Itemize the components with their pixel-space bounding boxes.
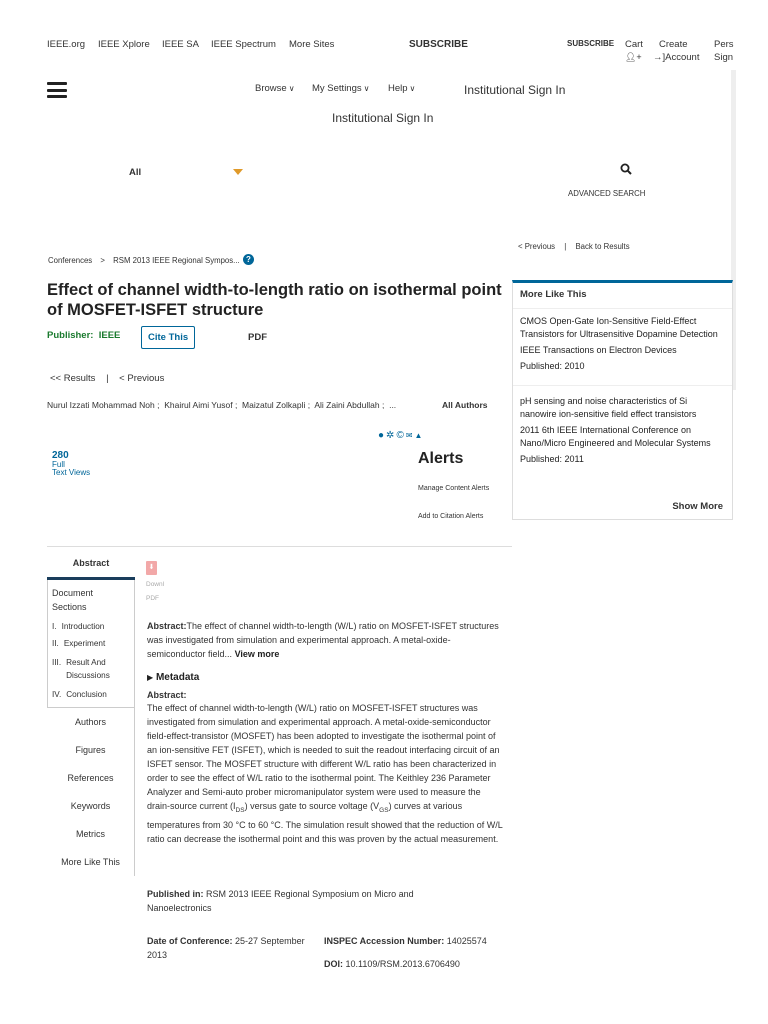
search-scope-select[interactable]: All [129, 167, 142, 178]
author-link[interactable]: Nurul Izzati Mohammad Noh [47, 400, 155, 410]
pdf-file-icon: ⬇ [146, 561, 157, 575]
doi-link[interactable]: 10.1109/RSM.2013.6706490 [345, 959, 460, 969]
back-to-results-link[interactable]: Back to Results [575, 242, 630, 251]
results-link[interactable]: << Results [50, 373, 96, 384]
keywords-nav-link[interactable]: Keywords [70, 801, 111, 811]
alerts-heading: Alerts [418, 450, 464, 467]
help-menu[interactable]: Help ∨ [388, 83, 416, 94]
more-sites-link[interactable]: More Sites [289, 39, 335, 50]
author-link[interactable]: Khairul Aimi Yusof [164, 400, 233, 410]
more-like-this-header: More Like This [513, 283, 732, 309]
document-sections-heading: Document Sections [52, 588, 94, 612]
published-in: Published in: RSM 2013 IEEE Regional Symposium on Micro and Nanoelectronics [147, 889, 414, 913]
article-title: Effect of channel width-to-length ratio on isothermal point of MOSFET-ISFET structure [47, 281, 502, 319]
related-article-title[interactable]: CMOS Open-Gate Ion-Sensitive Field-Effect Transistors for Ultrasensitive Dopamine Detection [520, 316, 718, 339]
ieee-xplore-link[interactable]: IEEE Xplore [98, 39, 150, 50]
section-link-experiment[interactable]: II. Experiment [52, 639, 106, 648]
breadcrumb: Conferences > RSM 2013 IEEE Regional Sympos... [48, 256, 240, 265]
metrics-nav-link[interactable]: Metrics [76, 829, 105, 839]
abstract-summary: Abstract:The effect of channel width-to-length (W/L) ratio on MOSFET-ISFET structures was investigated from simulation and experimental approach. A metal-oxide-semiconductor field... View more [147, 621, 499, 659]
chevron-down-icon: ∨ [363, 84, 370, 93]
subscribe-small-link[interactable]: SUBSCRIBE [567, 39, 615, 48]
top-bar [47, 39, 768, 69]
institutional-sign-in-link-2[interactable]: Institutional Sign In [332, 111, 434, 125]
my-settings-menu[interactable]: My Settings ∨ [312, 83, 370, 94]
author-list: Nurul Izzati Mohammad Noh ; Khairul Aimi Yusof ; Maizatul Zolkapli ; Ali Zaini Abdullah ; ... [47, 400, 397, 410]
previous-result-link[interactable]: < Previous [518, 242, 556, 251]
related-article-venue: IEEE Transactions on Electron Devices [520, 345, 677, 355]
metric-count: 280 [52, 450, 69, 461]
ieee-sa-link[interactable]: IEEE SA [162, 39, 199, 50]
search-button[interactable] [620, 163, 632, 178]
more-like-this-nav-link[interactable]: More Like This [61, 857, 120, 867]
help-icon[interactable]: ? [243, 254, 254, 265]
breadcrumb-conferences[interactable]: Conferences [48, 256, 93, 265]
hamburger-menu-icon[interactable] [47, 82, 67, 98]
all-authors-link[interactable]: All Authors [442, 400, 488, 410]
download-pdf-button[interactable]: ⬇ Downl PDF [146, 561, 164, 602]
abstract-label: Abstract: [147, 690, 187, 700]
share-icon[interactable]: ✲ [386, 430, 395, 441]
pdf-link[interactable]: PDF [248, 332, 267, 343]
document-nav [47, 551, 135, 876]
action-icons [378, 430, 422, 441]
sign-in-link[interactable]: Sign [714, 52, 734, 63]
email-icon[interactable]: ✉ [405, 431, 413, 440]
result-navigation: < Previous | Back to Results [518, 242, 630, 251]
sign-in-arrow-icon: →] [653, 52, 666, 63]
view-more-link[interactable]: View more [234, 649, 280, 659]
abstract-full-text: The effect of channel width-to-length (W/L) ratio on MOSFET-ISFET structures was investigated from simulation and experimental approach. A metal-oxide-semiconductor field-effect-transistor (MOSFET) has been adopted to investigate the isothermal point of an ion-sensitive FET (ISFET), which is needed to suit the readout interfacing circuit of an ISFET sensor. The MOSFET structure with different W/L ratio has been characterized in order to see the effect of W/L ratio to the isothermal point. The Keithley 236 Parameter Analyzer and Semi-auto prober micromanipulator system were used to measure the drain-source current $(I_{DS})$ versus gate to source voltage $(V_{GS})$ curves at various temperatures from 30 °C to 60 °C. The simulation result showed that the reduction of W/L ratio can decrease the isothermal point and this was proven by the actual measurement. [147, 703, 503, 844]
add-citation-alerts-link[interactable]: Add to Citation Alerts [418, 513, 484, 520]
chevron-down-icon: ∨ [409, 84, 416, 93]
alert-toggle-icon[interactable]: ● [378, 430, 385, 441]
publisher-name: IEEE [98, 330, 121, 341]
ieee-spectrum-link[interactable]: IEEE Spectrum [211, 39, 276, 50]
institutional-sign-in-link[interactable]: Institutional Sign In [464, 83, 566, 97]
copyright-icon[interactable]: © [396, 430, 404, 441]
caret-right-icon: ▶ [147, 673, 154, 682]
advanced-search-link[interactable]: ADVANCED SEARCH [568, 189, 646, 198]
results-navigation: << Results | < Previous [50, 373, 165, 384]
personal-link[interactable]: Pers [714, 39, 734, 50]
more-like-this-panel [512, 280, 733, 520]
publisher: Publisher: IEEE [47, 330, 121, 341]
chevron-down-icon: ∨ [288, 84, 295, 93]
divider [47, 546, 512, 547]
related-article-title[interactable]: pH sensing and noise characteristics of Si nanowire ion-sensitive field effect transistors [520, 396, 697, 419]
create-link[interactable]: Create [659, 39, 688, 50]
manage-content-alerts-link[interactable]: Manage Content Alerts [418, 485, 490, 492]
dropdown-arrow-icon[interactable] [233, 169, 243, 175]
ieee-org-link[interactable]: IEEE.org [47, 39, 86, 50]
add-user-icon[interactable]: 👤︎+ [625, 52, 642, 62]
metadata-toggle[interactable]: ▶ Metadata [147, 672, 200, 683]
full-text-views-metric[interactable]: 280 Full Text Views [52, 450, 91, 477]
published-in-link[interactable]: RSM 2013 IEEE Regional Symposium on Micro and Nanoelectronics [147, 889, 414, 913]
related-article-date: Published: 2010 [520, 361, 585, 371]
cite-this-button[interactable]: Cite This [141, 326, 195, 349]
references-nav-link[interactable]: References [67, 773, 114, 783]
date-of-conference: Date of Conference: 25-27 September 2013 [147, 936, 305, 960]
related-article-date: Published: 2011 [520, 454, 584, 464]
section-link-results[interactable]: III. Result And Discussions [52, 658, 110, 680]
related-article-venue: 2011 6th IEEE International Conference on Nano/Micro Engineered and Molecular Systems [520, 425, 711, 448]
author-link[interactable]: Maizatul Zolkapli [242, 400, 306, 410]
breadcrumb-rsm-2013[interactable]: RSM 2013 IEEE Regional Sympos... [113, 256, 240, 265]
section-link-introduction[interactable]: I. Introduction [52, 622, 105, 631]
bell-icon[interactable]: ▲ [414, 431, 423, 440]
show-more-link[interactable]: Show More [672, 501, 723, 512]
doi: DOI: 10.1109/RSM.2013.6706490 [324, 959, 460, 969]
section-link-conclusion[interactable]: IV. Conclusion [52, 690, 107, 699]
browse-menu[interactable]: Browse ∨ [255, 83, 295, 94]
author-link[interactable]: Ali Zaini Abdullah [314, 400, 380, 410]
subscribe-link[interactable]: SUBSCRIBE [409, 39, 468, 50]
search-icon [620, 163, 632, 175]
create-account-link[interactable]: →]Account [653, 52, 700, 63]
authors-nav-link[interactable]: Authors [74, 717, 107, 727]
figures-nav-link[interactable]: Figures [75, 745, 106, 755]
cart-link[interactable]: Cart [625, 39, 643, 50]
abstract-tab[interactable]: Abstract [47, 551, 135, 580]
previous-link[interactable]: < Previous [119, 373, 165, 384]
inspec-accession-number: INSPEC Accession Number: 14025574 [324, 936, 487, 946]
